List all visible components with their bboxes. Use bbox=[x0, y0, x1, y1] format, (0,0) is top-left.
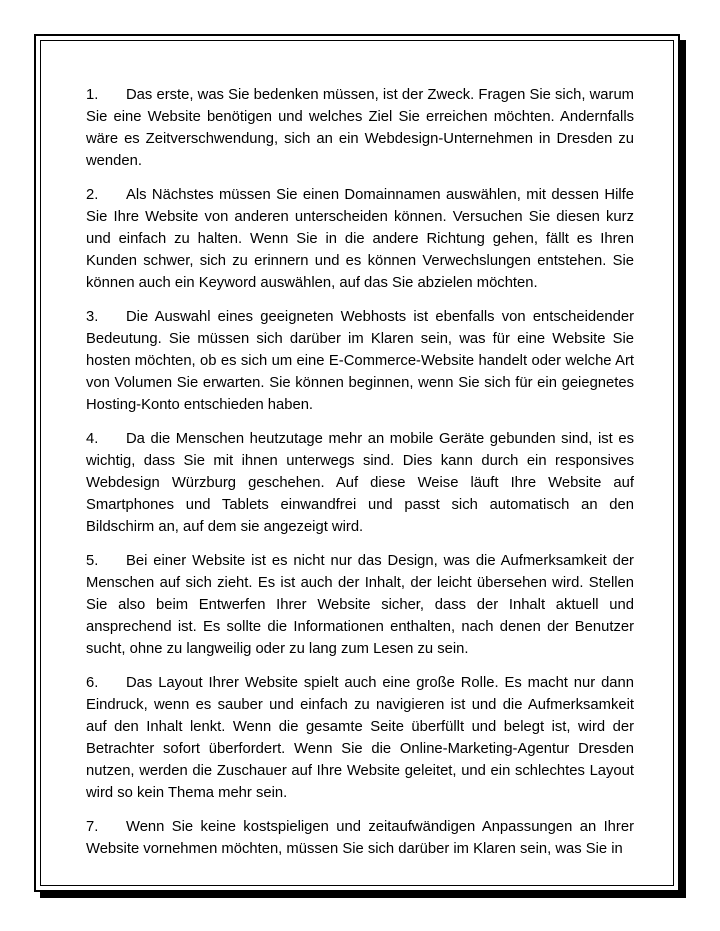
item-number: 3. bbox=[86, 309, 99, 325]
item-number: 4. bbox=[86, 431, 99, 447]
item-text: Die Auswahl eines geeigneten Webhosts ist ebenfalls von entscheidender Bedeutung. Sie müssen sich darüber im Klaren sein, was für eine Website Sie hosten möchten, ob es sich um eine E-Commerce-Website handelt oder welche Art von Volumen Sie erwarten. Sie können beginnen, wenn Sie sich für ein geiegnetes Hosting-Konto entschieden haben. bbox=[86, 309, 634, 413]
item-text: Das Layout Ihrer Website spielt auch eine große Rolle. Es macht nur dann Eindruck, wenn es sauber und einfach zu navigieren ist und die Aufmerksamkeit auf den Inhalt lenkt. Wenn die gesamte Seite überfüllt und belegt ist, wird der Betrachter sofort überfordert. Wenn Sie die Online-Marketing-Agentur Dresden nutzen, werden die Zuschauer auf Ihre Website geleitet, und ein schlechtes Layout wird so kein Thema mehr sein. bbox=[86, 675, 634, 801]
item-number: 6. bbox=[86, 675, 99, 691]
list-item-4 bbox=[86, 428, 634, 538]
list-item-1 bbox=[86, 84, 634, 172]
item-text: Wenn Sie keine kostspieligen und zeitaufwändigen Anpassungen an Ihrer Website vornehmen möchten, müssen Sie sich darüber im Klaren sein, was Sie in bbox=[86, 819, 634, 857]
document-body bbox=[86, 84, 634, 872]
item-number: 5. bbox=[86, 553, 99, 569]
list-item-6 bbox=[86, 672, 634, 804]
item-number: 1. bbox=[86, 87, 99, 103]
list-item-2 bbox=[86, 184, 634, 294]
item-number: 7. bbox=[86, 819, 99, 835]
list-item-5 bbox=[86, 550, 634, 660]
list-item-3 bbox=[86, 306, 634, 416]
item-number: 2. bbox=[86, 187, 99, 203]
item-text: Das erste, was Sie bedenken müssen, ist der Zweck. Fragen Sie sich, warum Sie eine Website benötigen und welches Ziel Sie erreichen möchten. Andernfalls wäre es Zeitverschwendung, sich an ein Webdesign-Unternehmen in Dresden zu wenden. bbox=[86, 87, 634, 169]
item-text: Da die Menschen heutzutage mehr an mobile Geräte gebunden sind, ist es wichtig, dass Sie mit ihnen unterwegs sind. Dies kann durch ein responsives Webdesign Würzburg geschehen. Auf diese Weise läuft Ihre Website auf Smartphones und Tablets einwandfrei und passt sich automatisch an den Bildschirm an, auf dem sie angezeigt wird. bbox=[86, 431, 634, 535]
list-item-7 bbox=[86, 816, 634, 860]
item-text: Bei einer Website ist es nicht nur das Design, was die Aufmerksamkeit der Menschen auf sich zieht. Es ist auch der Inhalt, der leicht übersehen wird. Stellen Sie also beim Entwerfen Ihrer Website sicher, dass der Inhalt aktuell und ansprechend ist. Es sollte die Informationen enthalten, nach denen der Benutzer sucht, ohne zu langweilig oder zu lang zum Lesen zu sein. bbox=[86, 553, 634, 657]
item-text: Als Nächstes müssen Sie einen Domainnamen auswählen, mit dessen Hilfe Sie Ihre Website von anderen unterscheiden können. Versuchen Sie diesen kurz und einfach zu halten. Wenn Sie in die andere Richtung gehen, fällt es Ihren Kunden schwer, sich zu erinnern und es können Verwechslungen entstehen. Sie können auch ein Keyword auswählen, auf das Sie abzielen möchten. bbox=[86, 187, 634, 291]
